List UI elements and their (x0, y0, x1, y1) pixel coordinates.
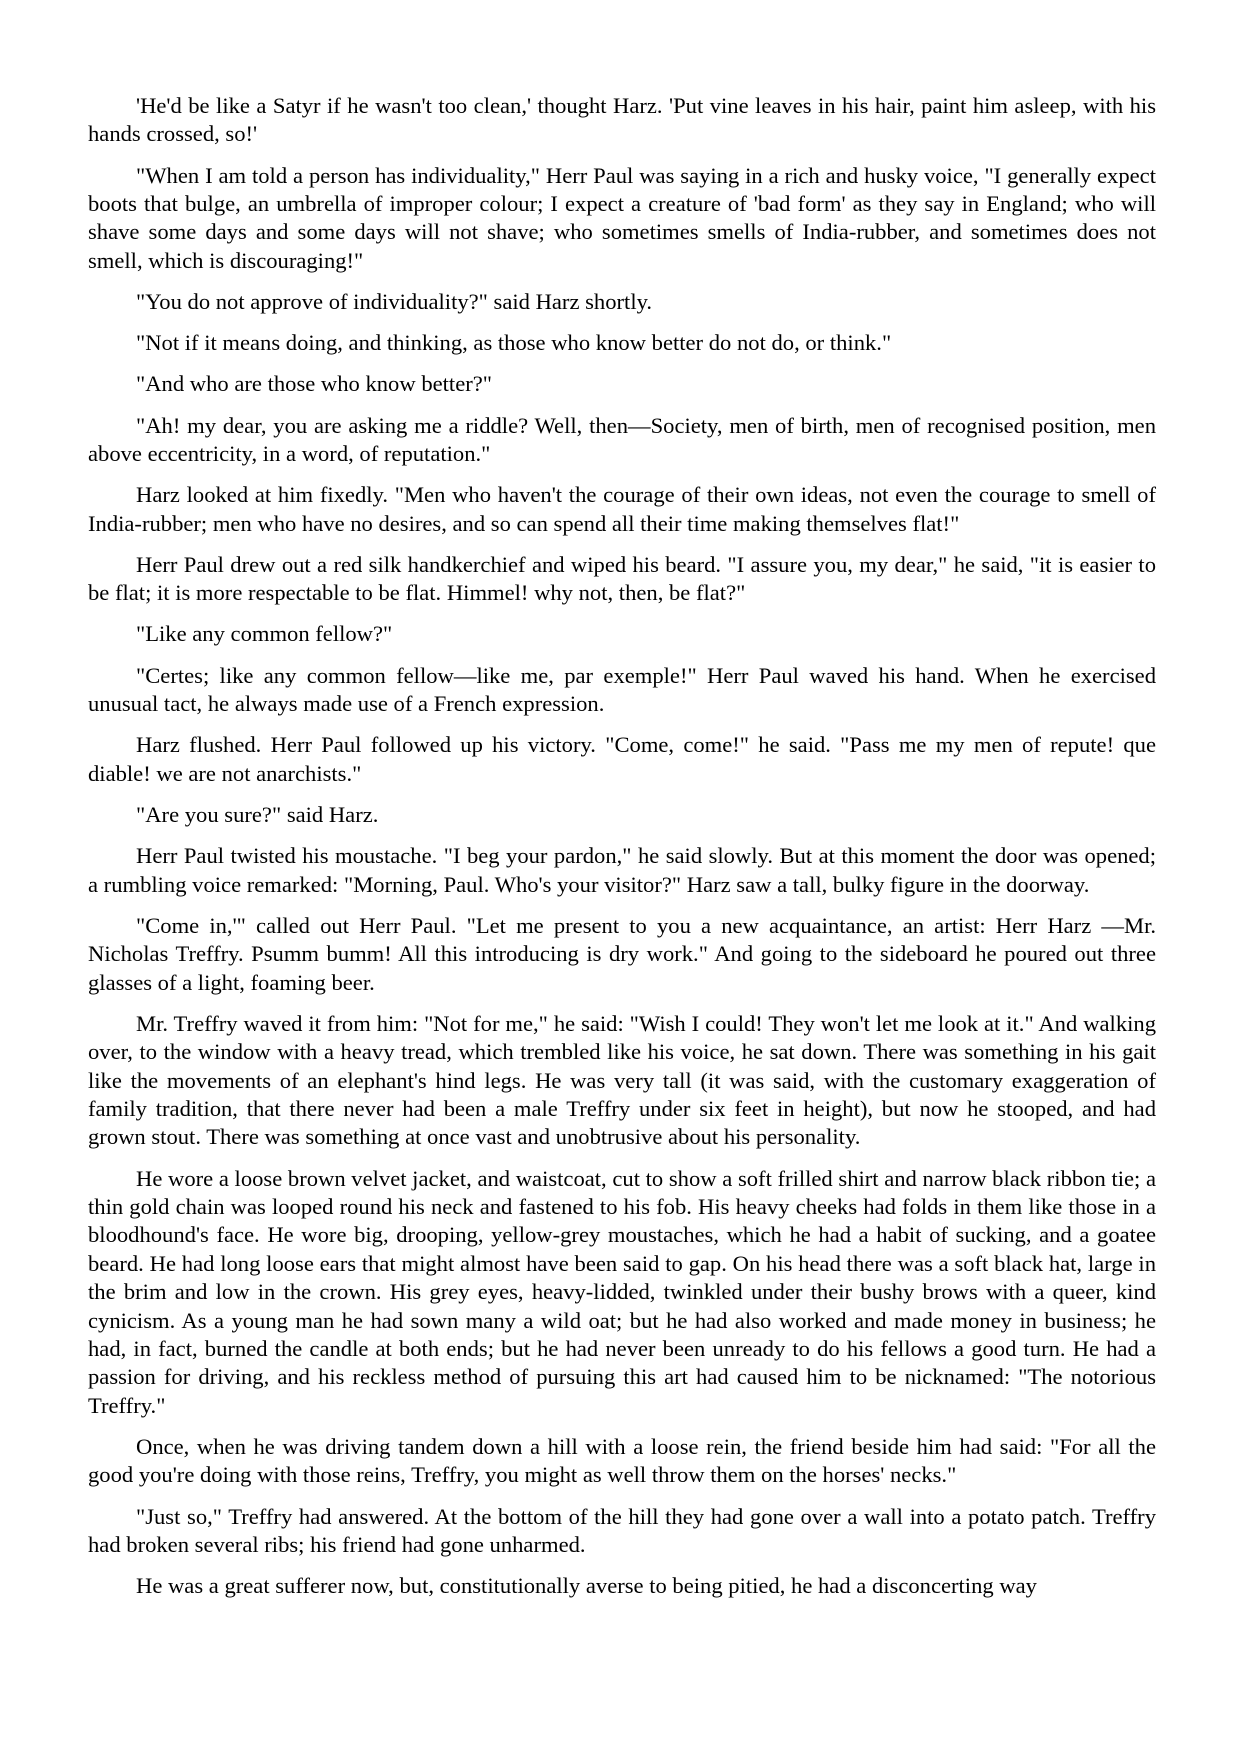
paragraph: "You do not approve of individuality?" said Harz shortly. (136, 289, 653, 315)
paragraph: He was a great sufferer now, but, constitutionally averse to being pitied, he had a disconcerting way (136, 1573, 1037, 1599)
paragraph: He wore a loose brown velvet jacket, and waistcoat, cut to show a soft frilled shirt and narrow black ribbon tie; a thin gold chain was looped round his neck and fastened to his fob. His heavy cheeks had folds in them like those in a bloodhound's face. He wore big, drooping, yellow-grey moustaches, which he had a habit of sucking, and a goatee beard. He had long loose ears that might almost have been said to gap. On his head there was a soft black hat, large in the brim and low in the crown. His grey eyes, heavy-lidded, twinkled under their bushy brows with a queer, kind cynicism. As a young man he had sown many a wild oat; but he had also worked and made money in business; he had, in fact, burned the candle at both ends; but he had never been unready to do his fellows a good turn. He had a passion for driving, and his reckless method of pursuing this art had caused him to be nicknamed: "The notorious Treffry." (88, 1165, 1156, 1418)
paragraph: "When I am told a person has individuality," Herr Paul was saying in a rich and husky voice, "I generally expect boots that bulge, an umbrella of improper colour; I expect a creature of 'bad form' as they say in England; who will shave some days and some days will not shave; who sometimes smells of India-rubber, and sometimes does not smell, which is discouraging!" (88, 162, 1156, 273)
book-page (88, 92, 1156, 1601)
paragraph: "Are you sure?" said Harz. (136, 801, 379, 827)
paragraph: "Certes; like any common fellow—like me, par exemple!" Herr Paul waved his hand. When he exercised unusual tact, he always made use of a French expression. (88, 662, 1156, 717)
paragraph: "And who are those who know better?" (136, 371, 493, 397)
paragraph: "Come in,'" called out Herr Paul. "Let me present to you a new acquaintance, an artist: Herr Harz —Mr. Nicholas Treffry. Psumm bumm! All this introducing is dry work." And going to the sideboard he poured out three glasses of a light, foaming beer. (88, 912, 1156, 995)
paragraph: "Not if it means doing, and thinking, as those who know better do not do, or think." (136, 330, 892, 356)
paragraph: "Like any common fellow?" (136, 621, 393, 647)
paragraph: Once, when he was driving tandem down a hill with a loose rein, the friend beside him had said: "For all the good you're doing with those reins, Treffry, you might as well throw them on the horses' necks." (88, 1434, 1156, 1488)
paragraph: Herr Paul drew out a red silk handkerchief and wiped his beard. "I assure you, my dear," he said, "it is easier to be flat; it is more respectable to be flat. Himmel! why not, then, be flat?" (88, 551, 1156, 606)
paragraph: Herr Paul twisted his moustache. "I beg your pardon," he said slowly. But at this moment the door was opened; a rumbling voice remarked: "Morning, Paul. Who's your visitor?" Harz saw a tall, bulky figure in the doorway. (88, 843, 1156, 897)
paragraph: Mr. Treffry waved it from him: "Not for me," he said: "Wish I could! They won't let me look at it." And walking over, to the window with a heavy tread, which trembled like his voice, he sat down. There was something in his gait like the movements of an elephant's hind legs. He was very tall (it was said, with the customary exaggeration of family tradition, that there never had been a male Treffry under six feet in height), but now he stooped, and had grown stout. There was something at once vast and unobtrusive about his personality. (88, 1010, 1156, 1150)
paragraph: "Just so," Treffry had answered. At the bottom of the hill they had gone over a wall into a potato patch. Treffry had broken several ribs; his friend had gone unharmed. (88, 1503, 1156, 1558)
paragraph: "Ah! my dear, you are asking me a riddle? Well, then—Society, men of birth, men of recognised position, men above eccentricity, in a word, of reputation." (88, 412, 1156, 467)
paragraph: 'He'd be like a Satyr if he wasn't too clean,' thought Harz. 'Put vine leaves in his hair, paint him asleep, with his hands crossed, so!' (88, 93, 1156, 147)
paragraph: Harz flushed. Herr Paul followed up his victory. "Come, come!" he said. "Pass me my men of repute! que diable! we are not anarchists." (88, 732, 1156, 786)
paragraph: Harz looked at him fixedly. "Men who haven't the courage of their own ideas, not even the courage to smell of India-rubber; men who have no desires, and so can spend all their time making themselves flat!" (88, 482, 1156, 536)
